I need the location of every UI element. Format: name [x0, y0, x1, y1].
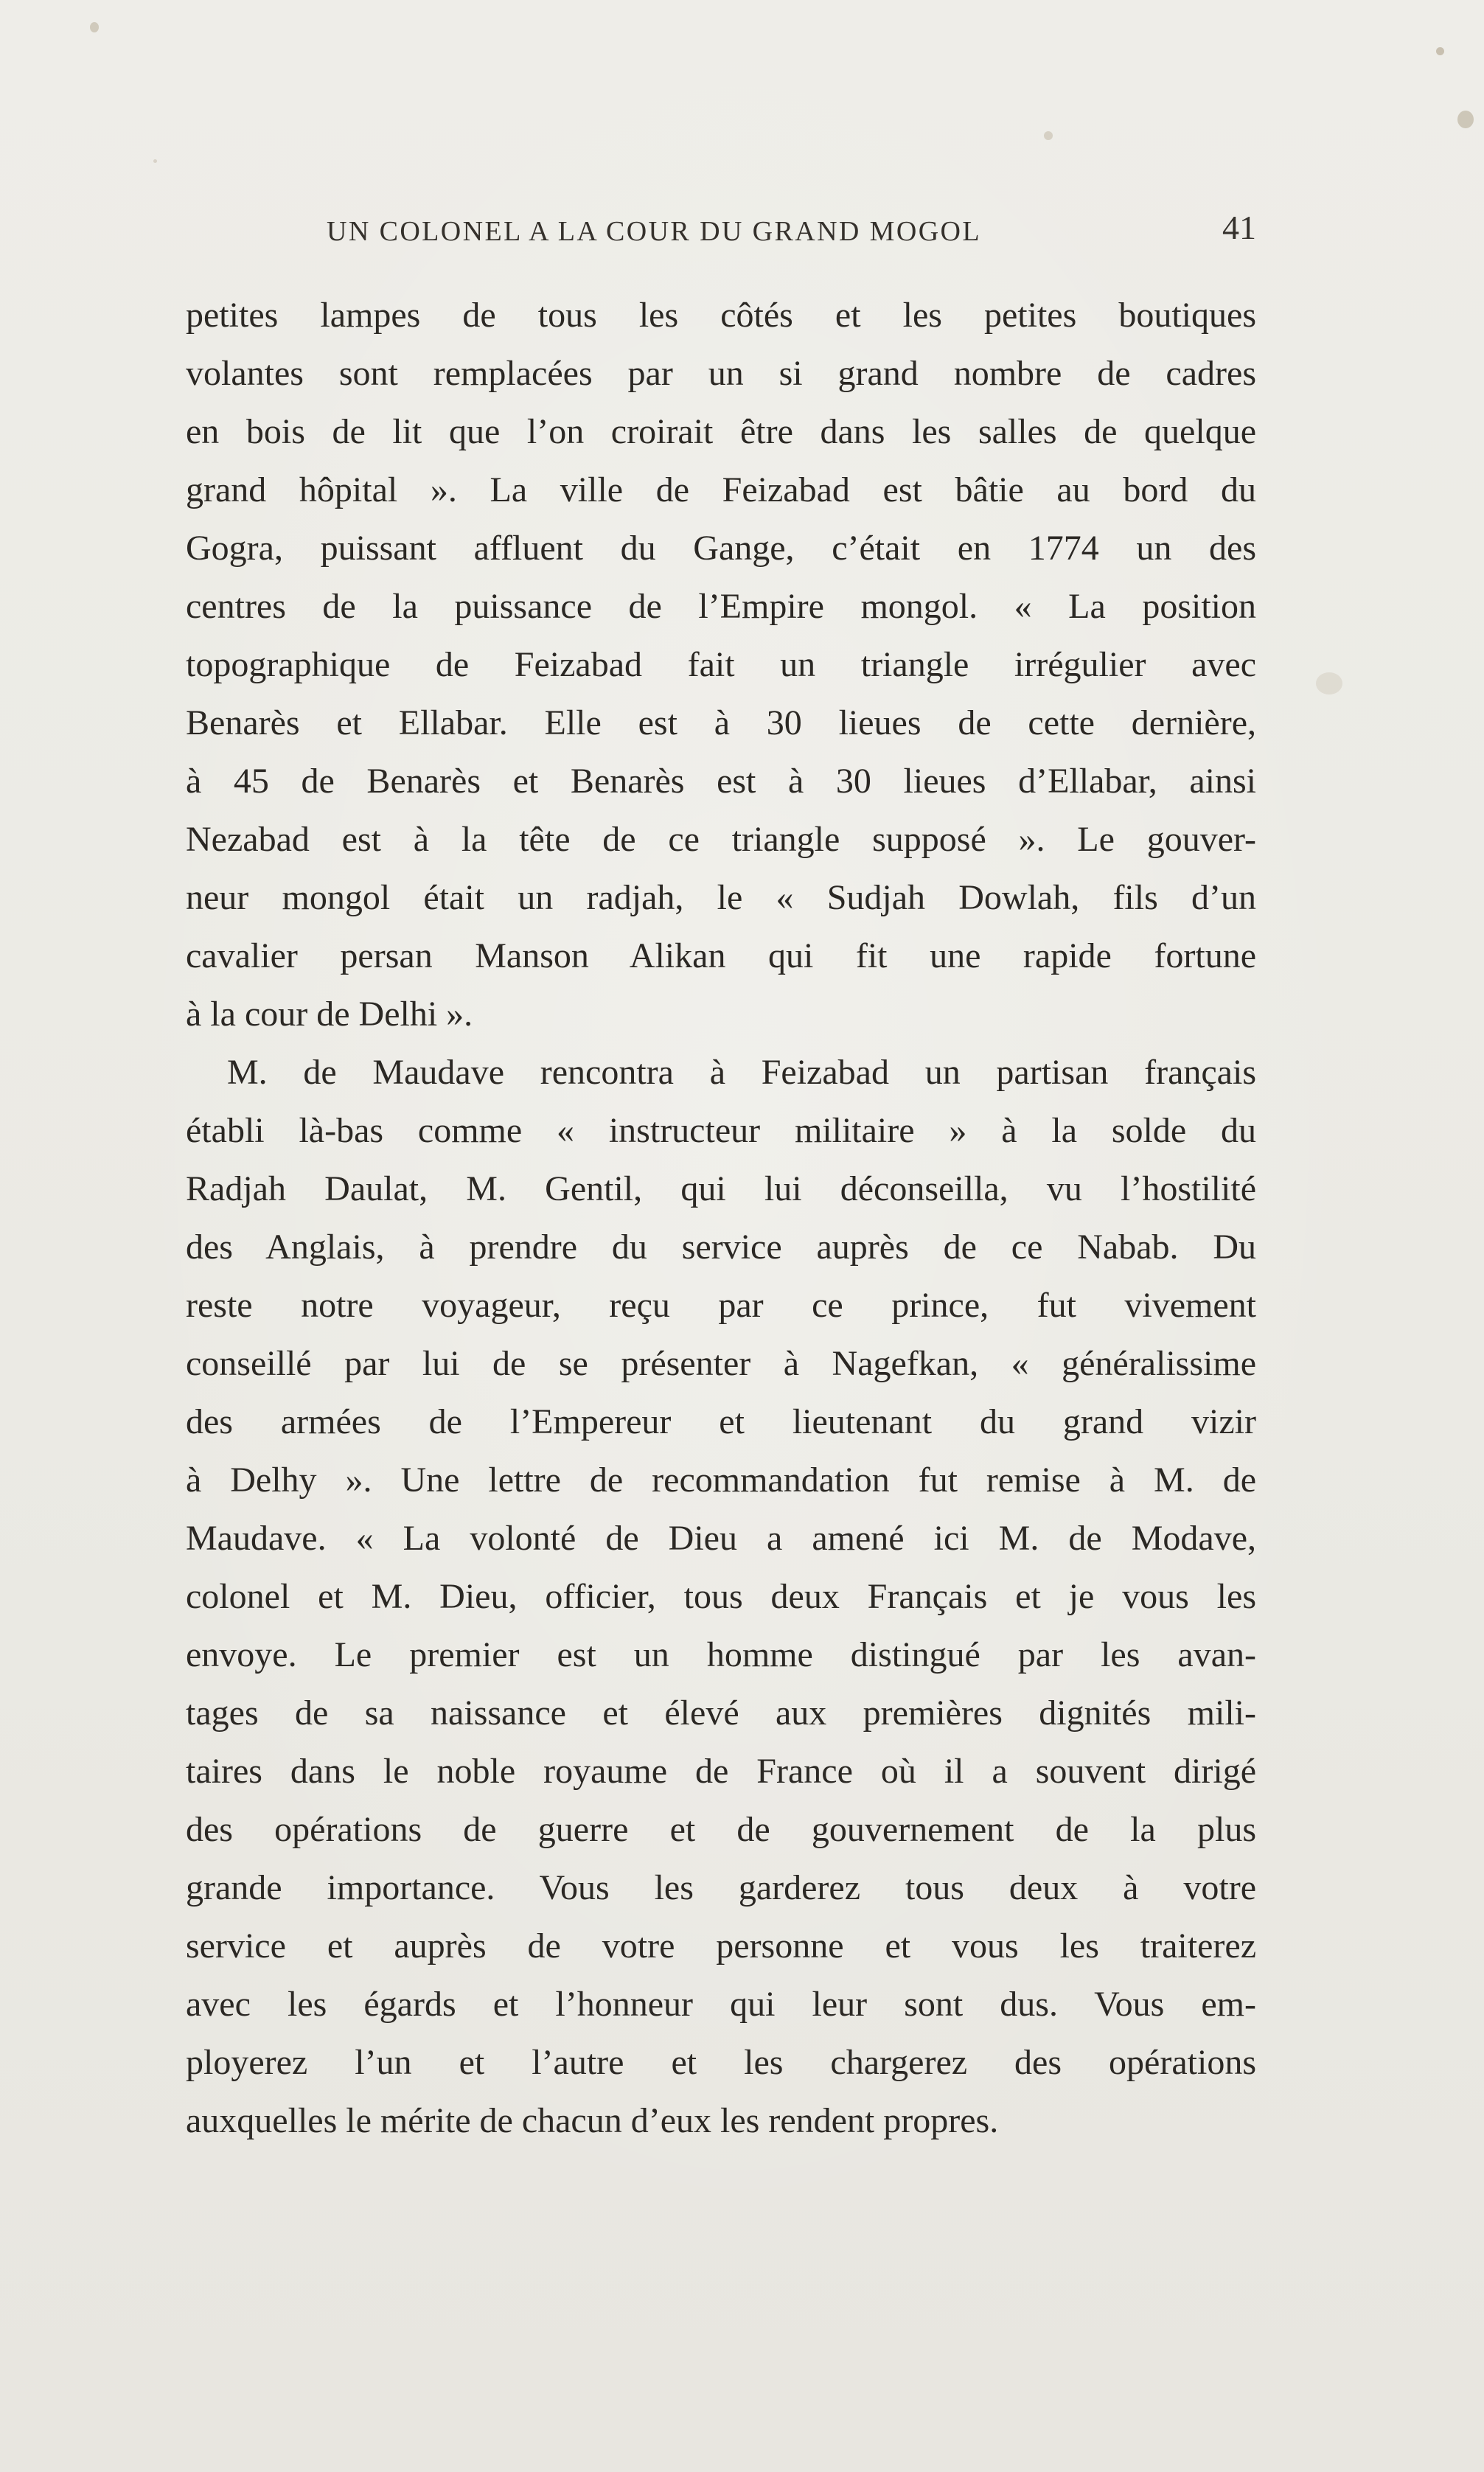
- text-line: en bois de lit que l’on croirait être dans les salles de quelque: [186, 412, 1256, 451]
- paragraph: [186, 1043, 1256, 2150]
- running-title: UN COLONEL A LA COUR DU GRAND MOGOL: [327, 216, 981, 247]
- page-number: 41: [1222, 209, 1256, 246]
- text-line: conseillé par lui de se présenter à Nagefkan, « généralissime: [186, 1344, 1256, 1383]
- text-line: grand hôpital ». La ville de Feizabad est bâtie au bord du: [186, 470, 1256, 509]
- text-line: Maudave. « La volonté de Dieu a amené ici M. de Modave,: [186, 1519, 1256, 1558]
- text-line: centres de la puissance de l’Empire mongol. « La position: [186, 587, 1256, 626]
- paper-speck: [1457, 111, 1474, 128]
- paper-speck: [1044, 131, 1053, 140]
- paper-speck: [1316, 672, 1342, 694]
- text-line: des Anglais, à prendre du service auprès de ce Nabab. Du: [186, 1228, 1256, 1267]
- text-line: cavalier persan Manson Alikan qui fit une rapide fortune: [186, 936, 1256, 975]
- text-line: des opérations de guerre et de gouvernement de la plus: [186, 1810, 1256, 1849]
- text-line: ployerez l’un et l’autre et les chargerez des opérations: [186, 2043, 1256, 2082]
- text-line: à 45 de Benarès et Benarès est à 30 lieues d’Ellabar, ainsi: [186, 762, 1256, 801]
- text-line: taires dans le noble royaume de France où il a souvent dirigé: [186, 1752, 1256, 1791]
- page-header: [186, 208, 1256, 252]
- text-line: des armées de l’Empereur et lieutenant du grand vizir: [186, 1402, 1256, 1441]
- text-line: M. de Maudave rencontra à Feizabad un partisan français: [227, 1053, 1256, 1092]
- text-line: Nezabad est à la tête de ce triangle supposé ». Le gouver-: [186, 820, 1256, 859]
- text-line: envoye. Le premier est un homme distingué par les avan-: [186, 1635, 1256, 1674]
- text-line: colonel et M. Dieu, officier, tous deux Français et je vous les: [186, 1577, 1256, 1616]
- paragraph: [186, 286, 1256, 1043]
- text-line: à Delhy ». Une lettre de recommandation fut remise à M. de: [186, 1460, 1256, 1500]
- text-line: avec les égards et l’honneur qui leur sont dus. Vous em-: [186, 1985, 1256, 2024]
- text-line: Benarès et Ellabar. Elle est à 30 lieues de cette dernière,: [186, 703, 1256, 742]
- text-line: petites lampes de tous les côtés et les petites boutiques: [186, 296, 1256, 335]
- text-line: auxquelles le mérite de chacun d’eux les rendent propres.: [186, 2101, 999, 2140]
- text-line: topographique de Feizabad fait un triangle irrégulier avec: [186, 645, 1256, 684]
- paper-speck: [1436, 47, 1444, 55]
- text-line: établi là-bas comme « instructeur militaire » à la solde du: [186, 1111, 1256, 1150]
- paper-speck: [90, 22, 99, 32]
- text-line: volantes sont remplacées par un si grand nombre de cadres: [186, 354, 1256, 393]
- body-text: [186, 286, 1256, 2150]
- paper-speck: [153, 159, 157, 163]
- text-line: grande importance. Vous les garderez tous deux à votre: [186, 1868, 1256, 1907]
- text-line: reste notre voyageur, reçu par ce prince, fut vivement: [186, 1286, 1256, 1325]
- text-line: Gogra, puissant affluent du Gange, c’était en 1774 un des: [186, 529, 1256, 568]
- text-line: tages de sa naissance et élevé aux premières dignités mili-: [186, 1693, 1256, 1733]
- text-line: neur mongol était un radjah, le « Sudjah Dowlah, fils d’un: [186, 878, 1256, 917]
- text-line: Radjah Daulat, M. Gentil, qui lui déconseilla, vu l’hostilité: [186, 1169, 1256, 1208]
- text-line: à la cour de Delhi ».: [186, 995, 473, 1034]
- text-line: service et auprès de votre personne et vous les traiterez: [186, 1926, 1256, 1966]
